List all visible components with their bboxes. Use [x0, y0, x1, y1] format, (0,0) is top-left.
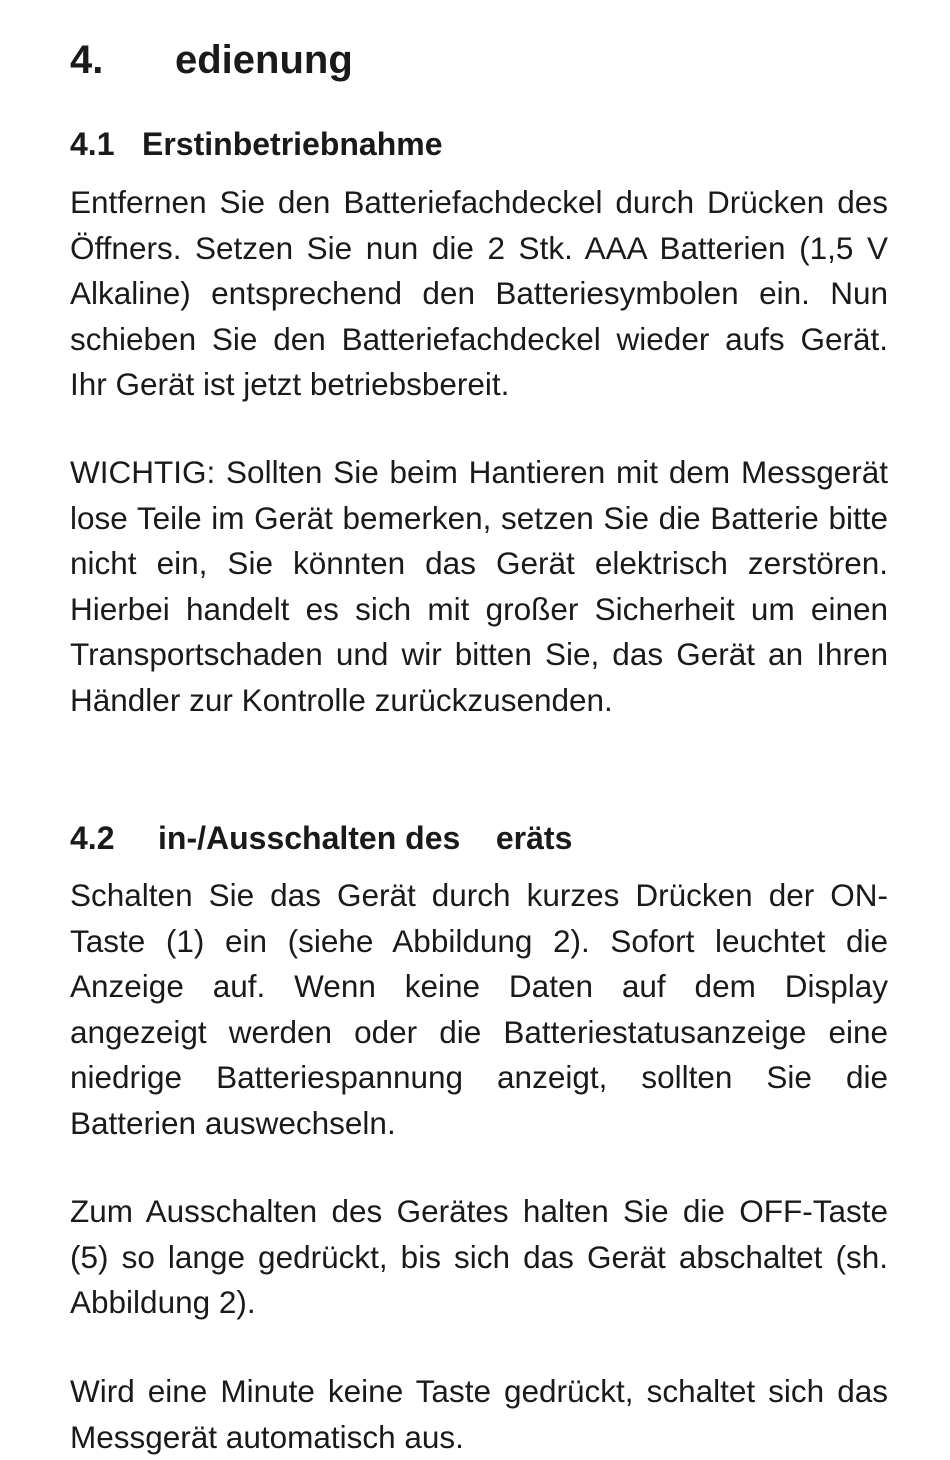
section-title: Erstinbetriebnahme	[142, 126, 443, 162]
paragraph-wichtig-warning: WICHTIG: Sollten Sie beim Hantieren mit dem Messgerät lose Teile im Gerät bemerken, setzen Sie die Batterie bitte nicht ein, Sie könnten das Gerät elektrisch zerstören. Hierbei handelt es sich mit großer Sicherheit um einen Transportschaden und wir bitten Sie, das Gerät an Ihren Händler zur Kontrolle zurückzusenden.	[70, 454, 888, 718]
section-number: 4.2	[70, 820, 115, 856]
chapter-number: 4.	[70, 38, 104, 82]
section-title: in-/Ausschalten des eräts	[158, 820, 573, 856]
paragraph-auto-off: Wird eine Minute keine Taste gedrückt, schaltet sich das Messgerät automatisch aus.	[70, 1373, 888, 1455]
chapter-title: edienung	[175, 38, 353, 82]
paragraph-ausschalten: Zum Ausschalten des Gerätes halten Sie die OFF-Taste (5) so lange gedrückt, bis sich das Gerät abschaltet (sh. Abbildung 2).	[70, 1193, 888, 1320]
section-heading-4-2	[70, 818, 572, 858]
section-number: 4.1	[70, 126, 115, 162]
paragraph-erstinbetriebnahme: Entfernen Sie den Batteriefachdeckel durch Drücken des Öffners. Setzen Sie nun die 2 Stk. AAA Batterien (1,5 V Alkaline) entsprechend den Batteriesymbolen ein. Nun schieben Sie den Batteriefachdeckel wieder aufs Gerät. Ihr Gerät ist jetzt betriebsbereit.	[70, 184, 888, 402]
section-heading-4-1	[70, 124, 443, 164]
paragraph-einschalten: Schalten Sie das Gerät durch kurzes Drücken der ON-Taste (1) ein (siehe Abbildung 2). Sofort leuchtet die Anzeige auf. Wenn keine Daten auf dem Display angezeigt werden oder die Batteriestatusanzeige eine niedrige Batteriespannung anzeigt, sollten Sie die Batterien auswechseln.	[70, 877, 888, 1141]
chapter-heading	[70, 34, 353, 86]
